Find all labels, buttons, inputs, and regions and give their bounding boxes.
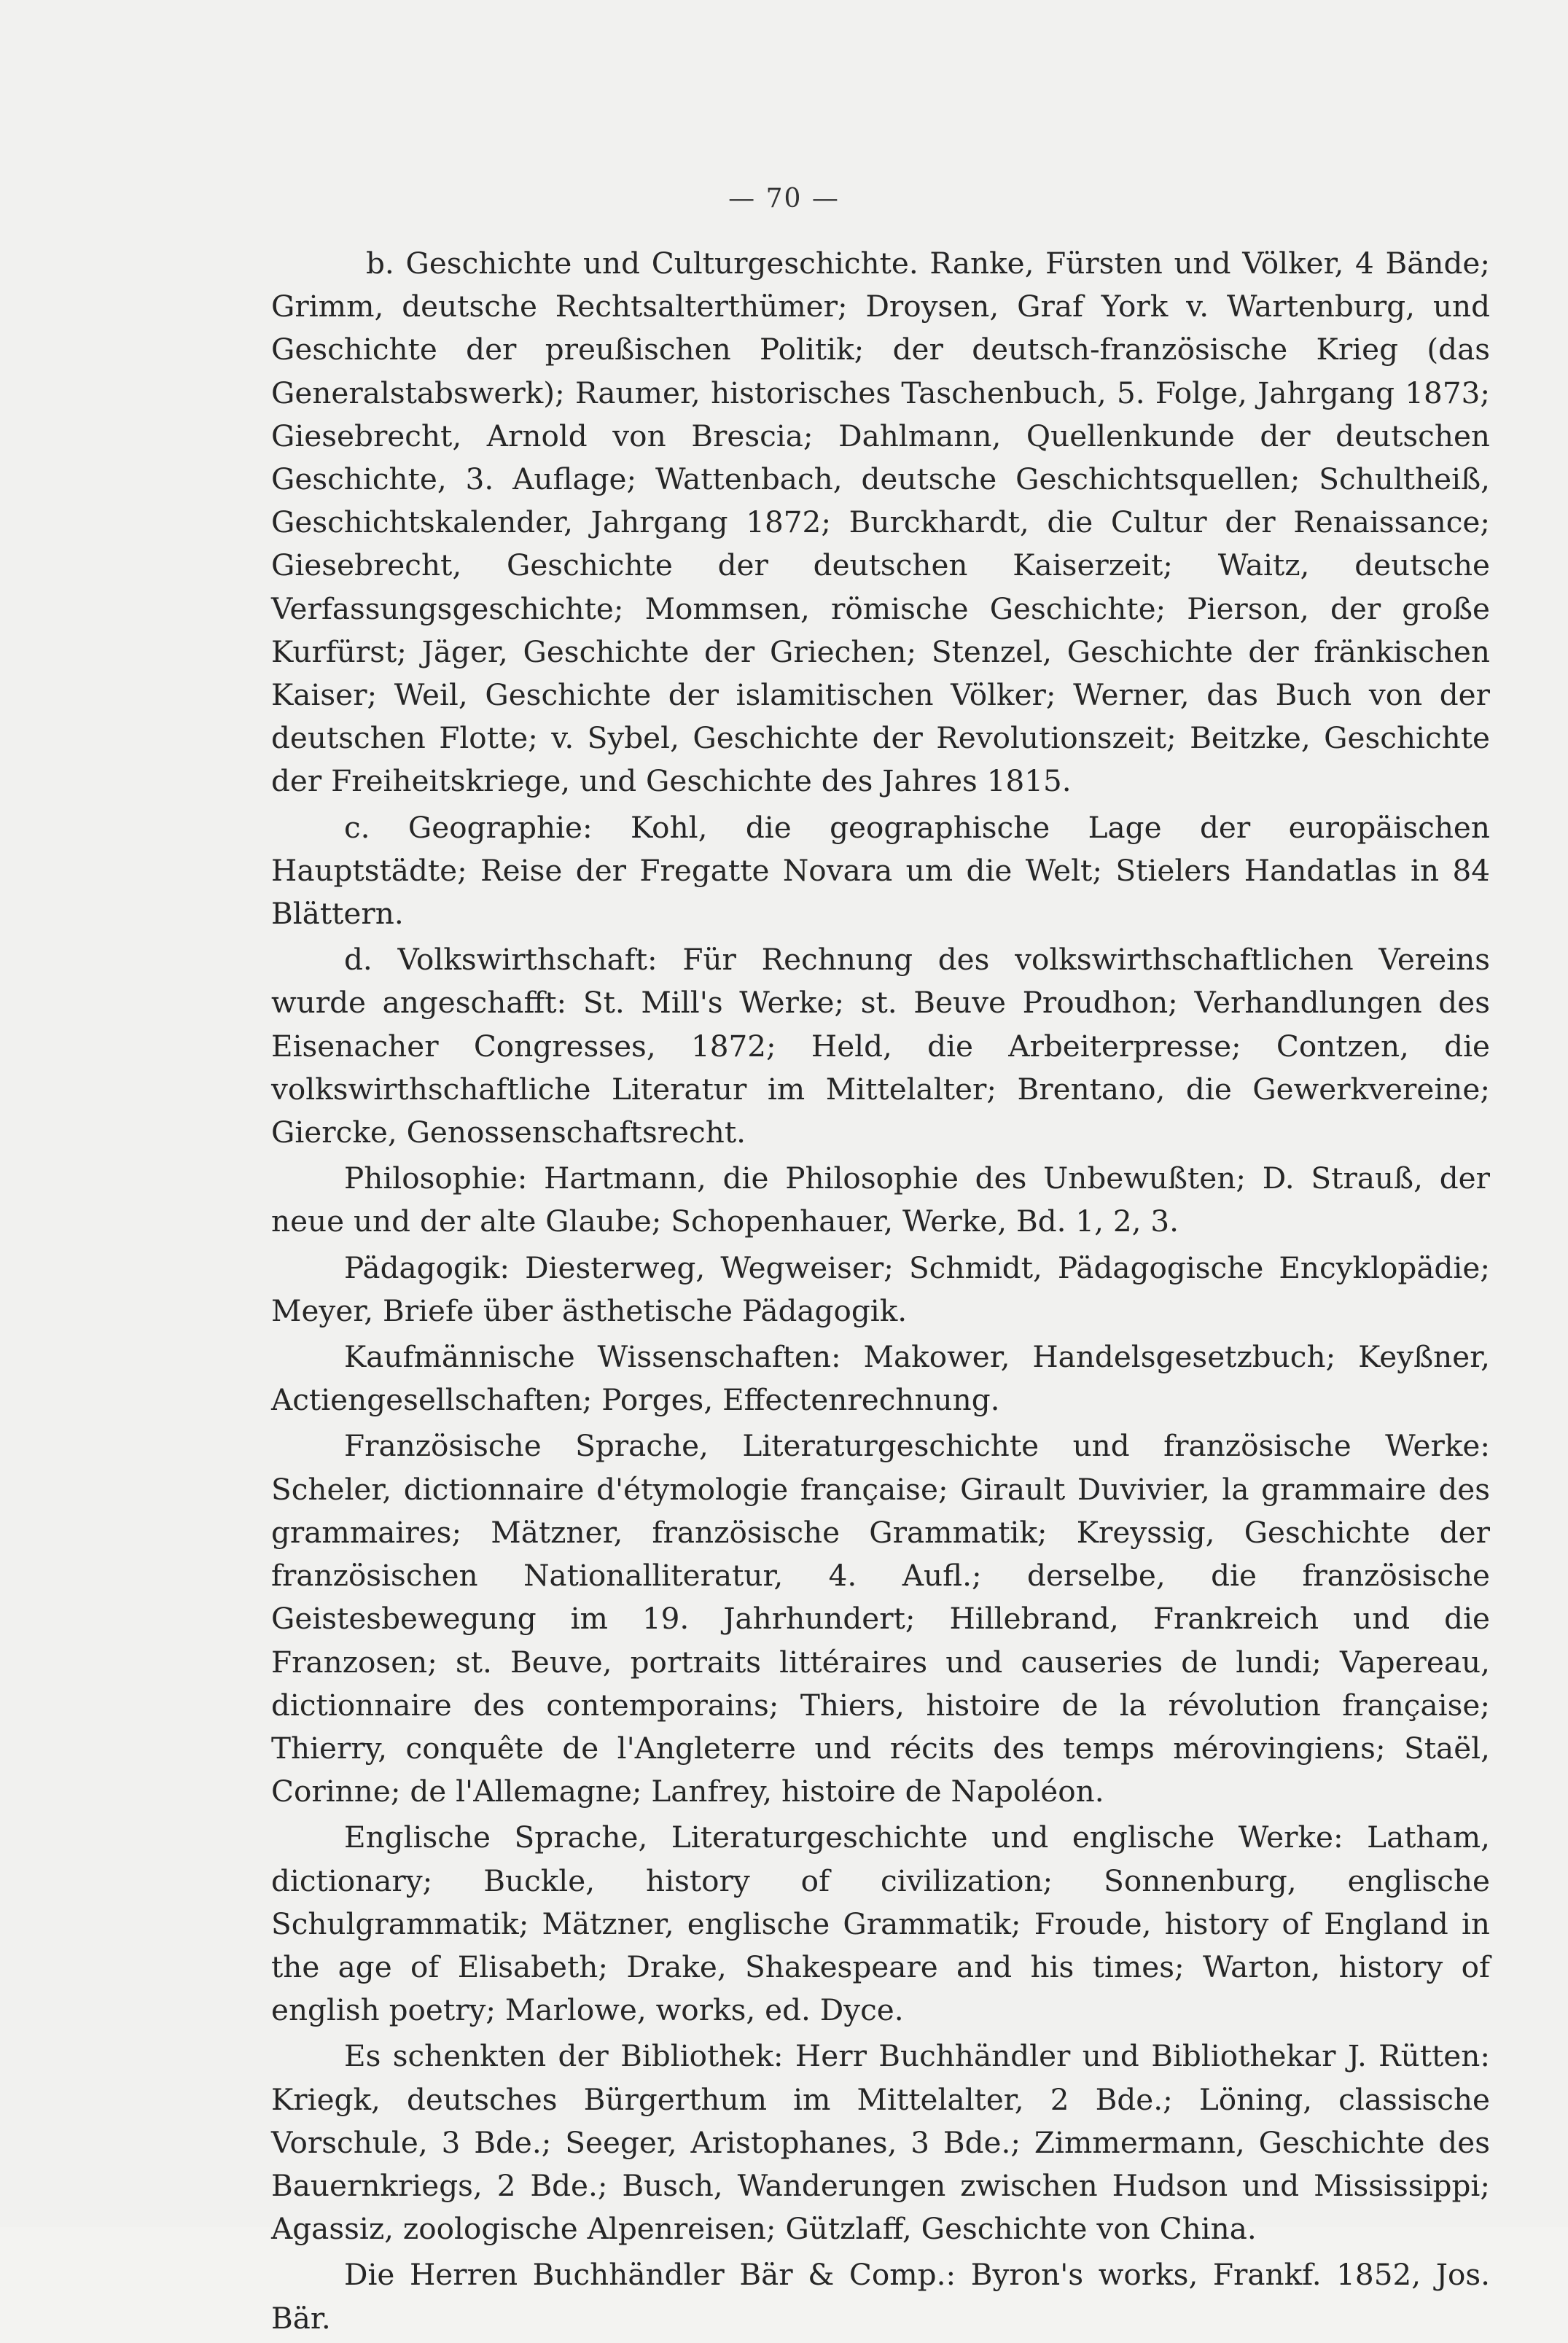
- paragraph-philosophie: Philosophie: Hartmann, die Philosophie des Unbewußten; D. Strauß, der neue und der alte Glaube; Schopenhauer, Werke, Bd. 1, 2, 3.: [271, 1161, 1490, 1239]
- main-text: [271, 242, 1490, 2343]
- paragraph-geschichte: b. Geschichte und Culturgeschichte. Ranke, Fürsten und Völker, 4 Bände; Grimm, deutsche Rechtsalterthümer; Droysen, Graf York v. Wartenburg, und Geschichte der preußischen Politik; der deutsch-französische Krieg (das Generalstabswerk); Raumer, historisches Taschenbuch, 5. Folge, Jahrgang 1873; Giesebrecht, Arnold von Brescia; Dahlmann, Quellenkunde der deutschen Geschichte, 3. Auflage; Wattenbach, deutsche Geschichtsquellen; Schultheiß, Geschichtskalender, Jahrgang 1872; Burckhardt, die Cultur der Renaissance; Giesebrecht, Geschichte der deutschen Kaiserzeit; Waitz, deutsche Verfassungsgeschichte; Mommsen, römische Geschichte; Pierson, der große Kurfürst; Jäger, Geschichte der Griechen; Stenzel, Geschichte der fränkischen Kaiser; Weil, Geschichte der islamitischen Völker; Werner, das Buch von der deutschen Flotte; v. Sybel, Geschichte der Revolutionszeit; Beitzke, Geschichte der Freiheitskriege, und Geschichte des Jahres 1815.: [271, 246, 1490, 799]
- paragraph-englische-sprache: Englische Sprache, Literaturgeschichte und englische Werke: Latham, dictionary; Buckle, history of civilization; Sonnenburg, englische Schulgrammatik; Mätzner, englische Grammatik; Froude, history of England in the age of Elisabeth; Drake, Shakespeare and his times; Warton, history of english poetry; Marlowe, works, ed. Dyce.: [271, 1820, 1490, 2028]
- paragraph-geographie: c. Geographie: Kohl, die geographische Lage der europäischen Hauptstädte; Reise der Fregatte Novara um die Welt; Stielers Handatlas in 84 Blättern.: [271, 809, 1490, 932]
- paragraph-kaufmaennische-wissenschaften: Kaufmännische Wissenschaften: Makower, Handelsgesetzbuch; Keyßner, Actiengesellschaften; Porges, Effectenrechnung.: [271, 1339, 1490, 1418]
- paragraph-baer-comp: Die Herren Buchhändler Bär & Comp.: Byron's works, Frankf. 1852, Jos. Bär.: [271, 2257, 1490, 2336]
- paragraph-paedagogik: Pädagogik: Diesterweg, Wegweiser; Schmidt, Pädagogische Encyklopädie; Meyer, Briefe über ästhetische Pädagogik.: [271, 1250, 1490, 1328]
- paragraph-franzoesische-sprache: Französische Sprache, Literaturgeschichte und französische Werke: Scheler, dictionnaire d'étymologie française; Girault Duvivier, la grammaire des grammaires; Mätzner, französische Grammatik; Kreyssig, Geschichte der französischen Nationalliteratur, 4. Aufl.; derselbe, die französische Geistesbewegung im 19. Jahrhundert; Hillebrand, Frankreich und die Franzosen; st. Beuve, portraits littéraires und causeries de lundi; Vapereau, dictionnaire des contemporains; Thiers, histoire de la révolution française; Thierry, conquête de l'Angleterre und récits des temps mérovingiens; Staël, Corinne; de l'Allemagne; Lanfrey, histoire de Napoléon.: [271, 1428, 1490, 1809]
- paragraph-volkswirthschaft: d. Volkswirthschaft: Für Rechnung des volkswirthschaftlichen Vereins wurde angeschafft: St. Mill's Werke; st. Beuve Proudhon; Verhandlungen des Eisenacher Congresses, 1872; Held, die Arbeiterpresse; Contzen, die volkswirthschaftliche Literatur im Mittelalter; Brentano, die Gewerkvereine; Giercke, Genossenschaftsrecht.: [271, 942, 1490, 1150]
- paragraph-schenkungen: Es schenkten der Bibliothek: Herr Buchhändler und Bibliothekar J. Rütten: Kriegk, deutsches Bürgerthum im Mittelalter, 2 Bde.; Löning, classische Vorschule, 3 Bde.; Seeger, Aristophanes, 3 Bde.; Zimmermann, Geschichte des Bauernkriegs, 2 Bde.; Busch, Wanderungen zwischen Hudson und Mississippi; Agassiz, zoologische Alpenreisen; Gützlaff, Geschichte von China.: [271, 2038, 1490, 2247]
- page-number: — 70 —: [728, 184, 840, 214]
